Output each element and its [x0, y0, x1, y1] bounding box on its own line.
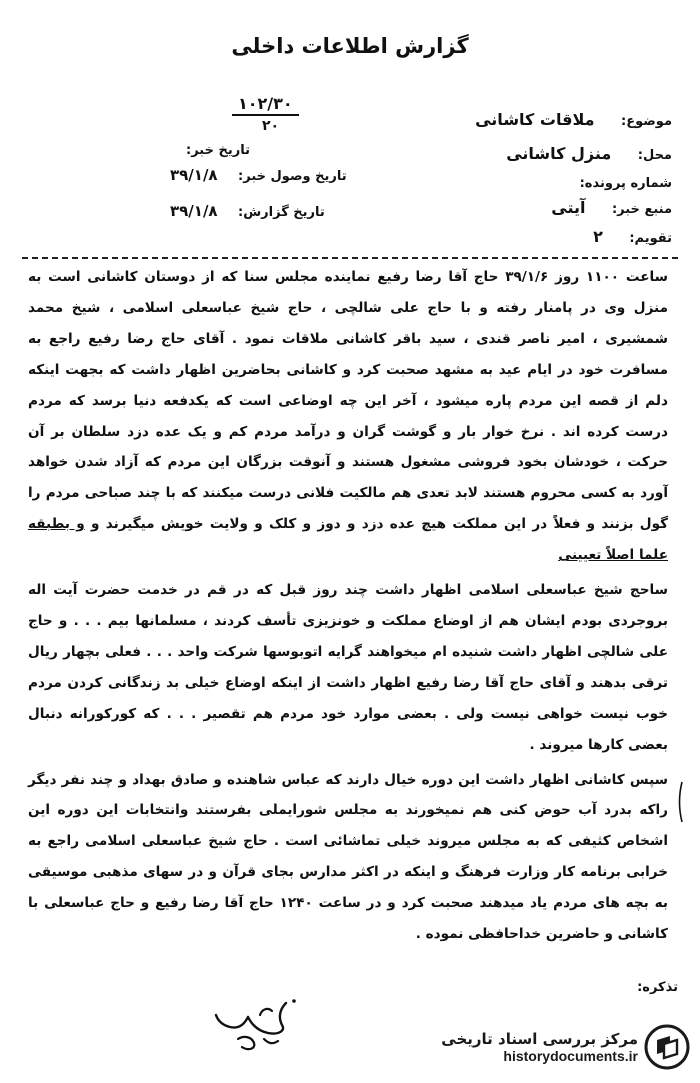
- watermark-title: مرکز بررسی اسناد تاریخی: [441, 1030, 638, 1048]
- field-file-number: [558, 172, 672, 191]
- field-evaluation-label: تقویم:: [629, 231, 672, 246]
- field-source: [551, 198, 672, 217]
- note-label: تذکره:: [637, 980, 678, 995]
- watermark-text: [412, 1030, 644, 1064]
- date-received-value: ۳۹/۱/۸: [170, 166, 218, 184]
- field-subject-value: ملاقات کاشانی: [475, 110, 595, 129]
- date-report-value: ۳۹/۱/۸: [170, 202, 218, 220]
- field-location: [506, 144, 672, 163]
- underlined-phrase: و بطبقه علما اصلاً تعیینی: [28, 516, 668, 564]
- field-location-value: منزل کاشانی: [506, 144, 612, 163]
- field-subject-label: موضوع:: [621, 114, 672, 129]
- date-report-label: تاریخ گزارش:: [238, 205, 325, 220]
- handwritten-signature: [208, 995, 298, 1055]
- report-paragraph-2: ساحج شیخ عباسعلی اسلامی اظهار داشت چند روز قبل که در قم در خدمت حضرت آیت اله بروجردی بودم ایشان هم از اوضاع مملکت و خونزیزی تأسف کردند ، مسلمانها بیم . . . و حاج علی شالچی اظهار داشت شنیده ام میخواهند گرایه اتوبوسها شرکت واحد . . . فعلی بچهار ریال ترقی بدهند و آقای حاج آقا رضا رفیع اظهار داشت از اینکه اوضاع خیلی بد زندگانی کردن مردم خوب نیست خواهی نیست ولی . بعضی موارد خود مردم هم تقصیر . . . که کورکورانه دنبال بعضی کارها میروند .: [28, 582, 668, 753]
- archive-watermark: [412, 1018, 690, 1076]
- report-paragraph-1: [28, 262, 668, 571]
- margin-bracket-mark: [676, 780, 684, 824]
- field-evaluation-value: ۲: [593, 227, 603, 246]
- report-body: [28, 262, 668, 954]
- document-title: گزارش اطلاعات داخلی: [231, 34, 469, 58]
- reference-number: ۱۰۲/۳۰: [232, 94, 299, 116]
- field-evaluation: [593, 227, 672, 246]
- field-file-number-label: شماره پرونده:: [579, 176, 672, 191]
- report-paragraph-3: سپس کاشانی اظهار داشت این دوره خیال دارند که عباس شاهنده و صادق بهداد و چند نفر دیگر راکه بدرد آب حوض کنی هم نمیخورند به مجلس شورایملی بفرستند وانتخابات این دوره این اشخاص کثیفی که به مجلس میروند خیلی تماشائی است . حاج شیخ عباسعلی اسلامی راجع به خرابی برنامه کار وزارت فرهنگ و اینکه در اکثر مدارس بجای قرآن و در سهای مذهبی موسیقی به بچه های مردم یاد میدهند صحبت کرد و در ساعت ۱۲۴۰ حاج آقا رضا رفیع و حاج عباسعلی با کاشانی و حاضرین خداحافظی نموده .: [28, 771, 668, 943]
- date-received: [170, 166, 347, 184]
- field-source-value: آیتی: [551, 198, 586, 217]
- document-archive-logo-icon: [644, 1024, 690, 1070]
- field-location-label: محل:: [637, 148, 672, 163]
- reference-sub-number: ۲۰: [262, 118, 280, 134]
- date-news-label: تاریخ خبر:: [186, 143, 250, 158]
- report-paragraph-1-text: ساعت ۱۱۰۰ روز ۳۹/۱/۶ حاج آقا رضا رفیع نماینده مجلس سنا که از دوستان کاشانی است به منزل وی در پامنار رفته و با حاج علی شالچی ، حاج شیخ عباسعلی اسلامی ، شیخ محمد شمشیری ، امیر ناصر قندی ، سید باقر کاشانی ملاقات نمود . آقای حاج رضا رفیع راجع به مسافرت خود در ایام عید به مشهد صحبت کرد و کاشانی بحاضرین اظهار داشت که بجهت اینکه دلم از قصه این مردم پاره میشود ، آخر این چه اوضاعی است که یکدفعه دنیا برسد که مردم درست کرده اند . نرخ خوار بار و گوشت گران و درآمد مردم کم و یک عده دزد سلطان بر آن حرکت ، خودشان بخود فروشی مشغول هستند و آنوقت بزرگان این مردم که آزاد شدن خواهد آورد به کسی محروم هستند لابد تعدی هم مالکیت فلانی درست میکنند که با چند صباحی مردم را گول بزنند و فعلاً در این مملکت هیچ عده دزد و دوز و کلک و ولایت خویش میگیرند و: [28, 269, 668, 533]
- date-report: [170, 202, 325, 220]
- date-news: [170, 140, 250, 158]
- date-received-label: تاریخ وصول خبر:: [238, 169, 347, 184]
- watermark-url: historydocuments.ir: [503, 1048, 638, 1064]
- field-subject: [475, 110, 672, 129]
- header-divider: [22, 257, 678, 259]
- field-source-label: منبع خبر:: [611, 202, 672, 217]
